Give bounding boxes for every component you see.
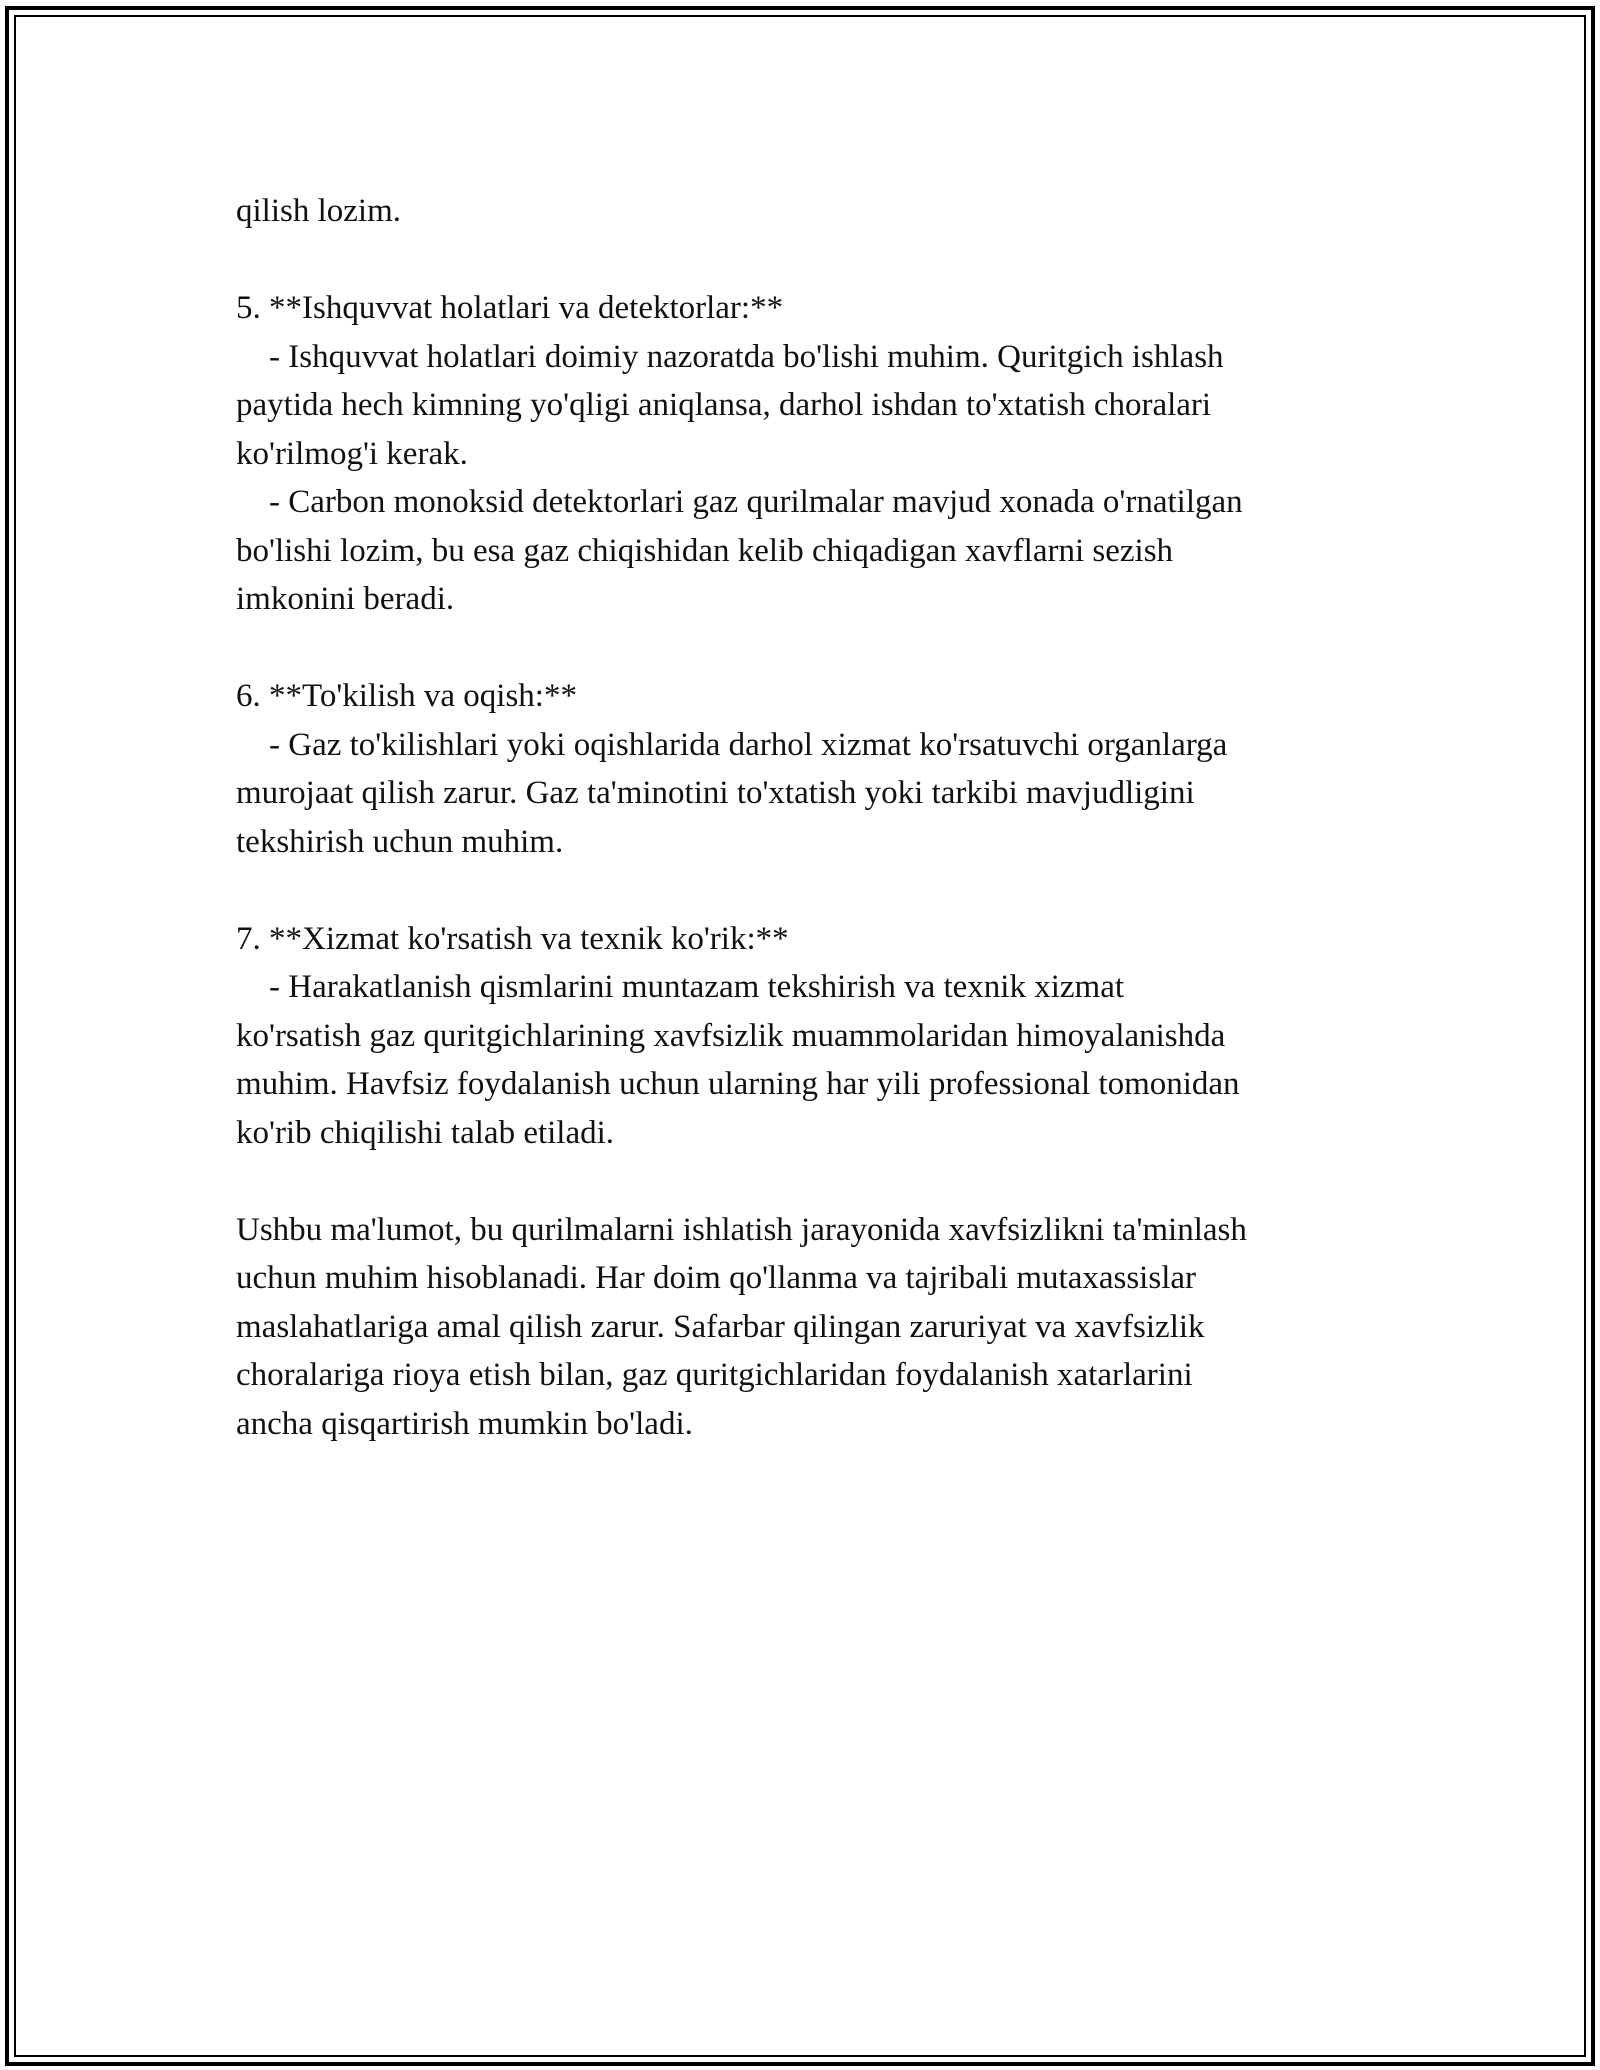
section-5-item-1-line-3: ko'rilmog'i kerak. [236, 435, 468, 472]
section-7-item-1-line-2: ko'rsatish gaz quritgichlarining xavfsizlik muammolaridan himoyalanishda [236, 1017, 1226, 1054]
conclusion-paragraph [236, 1206, 1366, 1449]
section-7-item-1-line-3: muhim. Havfsiz foydalanish uchun ularning har yili professional tomonidan [236, 1066, 1240, 1102]
conclusion-line-3: maslahatlariga amal qilish zarur. Safarbar qilingan zaruriyat va xavfsizlik [236, 1308, 1205, 1345]
section-6-item-1-line-2: murojaat qilish zarur. Gaz ta'minotini to'xtatish yoki tarkibi mavjudligini [236, 775, 1195, 811]
section-5-item-2-line-3: imkonini beradi. [236, 581, 455, 617]
section-6-heading: 6. **To'kilish va oqish:** [236, 678, 577, 714]
section-6-item-1-line-1: - Gaz to'kilishlari yoki oqishlarida darhol xizmat ko'rsatuvchi organlarga [236, 726, 1228, 763]
paragraph-gap [236, 624, 1366, 673]
section-5-item-1-line-1: - Ishquvvat holatlari doimiy nazoratda bo'lishi muhim. Quritgich ishlash [236, 338, 1224, 375]
section-6 [236, 672, 1366, 866]
section-5-item-1-line-2: paytida hech kimning yo'qligi aniqlansa, darhol ishdan to'xtatish choralari [236, 387, 1212, 423]
section-7-heading: 7. **Xizmat ko'rsatish va texnik ko'rik:** [236, 920, 789, 957]
conclusion-line-1: Ushbu ma'lumot, bu qurilmalarni ishlatish jarayonida xavfsizlikni ta'minlash [236, 1211, 1247, 1248]
section-5-item-2-line-2: bo'lishi lozim, bu esa gaz chiqishidan kelib chiqadigan xavflarni sezish [236, 532, 1174, 569]
section-5-heading: 5. **Ishquvvat holatlari va detektorlar:** [236, 290, 784, 326]
section-5 [236, 284, 1366, 624]
paragraph-gap [236, 866, 1366, 915]
intro-tail-line: qilish lozim. [236, 193, 401, 229]
conclusion-line-4: choralariga rioya etish bilan, gaz quritgichlaridan foydalanish xatarlarini [236, 1357, 1193, 1393]
section-6-item-1-line-3: tekshirish uchun muhim. [236, 823, 564, 860]
document-body [236, 187, 1366, 1448]
conclusion-line-2: uchun muhim hisoblanadi. Har doim qo'llanma va tajribali mutaxassislar [236, 1260, 1196, 1296]
paragraph-gap [236, 236, 1366, 285]
section-5-item-2-line-1: - Carbon monoksid detektorlari gaz qurilmalar mavjud xonada o'rnatilgan [236, 484, 1243, 520]
paragraph-gap [236, 1157, 1366, 1206]
section-7-item-1-line-1: - Harakatlanish qismlarini muntazam tekshirish va texnik xizmat [236, 969, 1125, 1005]
section-7 [236, 915, 1366, 1158]
conclusion-line-5: ancha qisqartirish mumkin bo'ladi. [236, 1405, 693, 1442]
section-7-item-1-line-4: ko'rib chiqilishi talab etiladi. [236, 1114, 615, 1151]
